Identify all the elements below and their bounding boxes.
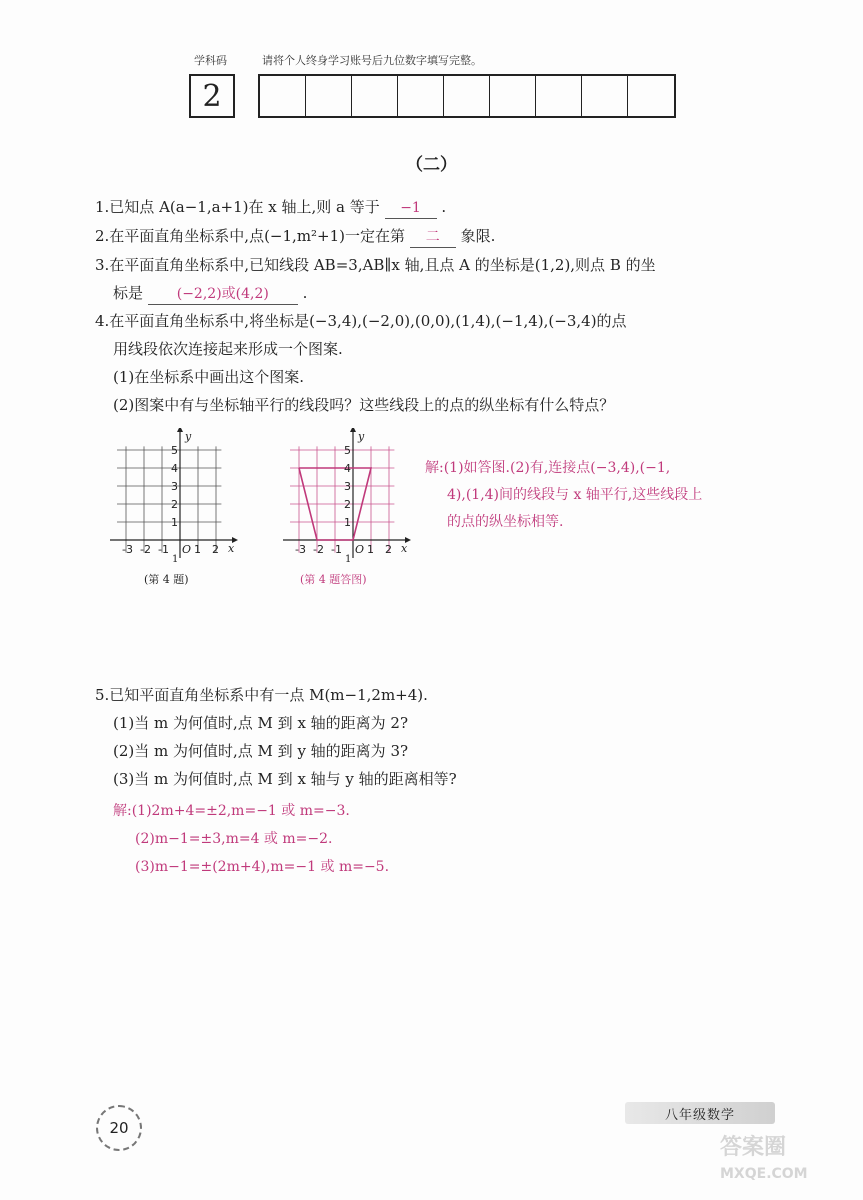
digit-cell[interactable] (628, 76, 674, 116)
digit-cell[interactable] (352, 76, 398, 116)
q1-end: . (441, 198, 447, 216)
y-axis-label: y (358, 430, 365, 443)
q5-solution-line: (2)m−1=±3,m=4 或 m=−2. (135, 831, 333, 847)
origin-label: O (182, 543, 192, 556)
q5-solution-line: 解:(1)2m+4=±2,m=−1 或 m=−3. (113, 803, 350, 819)
q1-text: 1.已知点 A(a−1,a+1)在 x 轴上,则 a 等于 (95, 198, 380, 216)
x-tick-label: 1 (367, 543, 374, 556)
book-tag: 八年级数学 (625, 1102, 775, 1124)
question-5-line1: 5.已知平面直角坐标系中有一点 M(m−1,2m+4). (95, 686, 428, 704)
y-axis-arrow (350, 428, 356, 432)
question-2 (95, 226, 495, 248)
question-5-part1: (1)当 m 为何值时,点 M 到 x 轴的距离为 2? (113, 714, 409, 732)
y-tick-label: 5 (171, 444, 178, 457)
y-neg-tick-label: 1 (172, 554, 179, 563)
subject-code-label: 学科码 (194, 54, 227, 67)
y-axis-label: y (185, 430, 192, 443)
origin-label: O (355, 543, 365, 556)
y-tick-label: 3 (171, 480, 178, 493)
watermark-top: 答案圈 (720, 1135, 787, 1160)
q2-text: 2.在平面直角坐标系中,点(−1,m²+1)一定在第 (95, 227, 406, 245)
question-3-line2 (113, 283, 307, 305)
question-3-line1: 3.在平面直角坐标系中,已知线段 AB=3,AB∥x 轴,且点 A 的坐标是(1,2),则点 B 的坐 (95, 256, 656, 274)
y-tick-label: 1 (344, 516, 351, 529)
question-5-solution (113, 797, 389, 881)
digit-cell[interactable] (398, 76, 444, 116)
q4-solution-line: 解:(1)如答图.(2)有,连接点(−3,4),(−1, (425, 460, 671, 476)
watermark-logo (720, 1135, 808, 1187)
digit-cell[interactable] (444, 76, 490, 116)
y-axis-arrow (177, 428, 183, 432)
q2-end: 象限. (460, 227, 496, 245)
x-tick-label: -1 (158, 543, 169, 556)
x-tick-label: -3 (295, 543, 306, 556)
q5-solution-line: (3)m−1=±(2m+4),m=−1 或 m=−5. (135, 859, 390, 875)
y-neg-tick-label: 1 (345, 554, 352, 563)
y-tick-label: 5 (344, 444, 351, 457)
figure-4-answer-grid (281, 428, 411, 563)
x-tick-label: -3 (122, 543, 133, 556)
y-tick-label: 2 (344, 498, 351, 511)
x-axis-label: x (401, 542, 408, 555)
y-tick-label: 3 (344, 480, 351, 493)
q3-answer: (−2,2)或(4,2) (148, 284, 298, 305)
question-4-line2: 用线段依次连接起来形成一个图案. (113, 340, 343, 358)
y-tick-label: 1 (171, 516, 178, 529)
section-title: （二） (406, 155, 457, 175)
question-5-part2: (2)当 m 为何值时,点 M 到 y 轴的距离为 3? (113, 742, 409, 760)
digit-cell[interactable] (306, 76, 352, 116)
page-number: 20 (96, 1105, 142, 1151)
account-digit-row (258, 74, 676, 118)
digit-cell[interactable] (260, 76, 306, 116)
q4-solution-line: 的点的纵坐标相等. (447, 514, 564, 530)
question-4-part1: (1)在坐标系中画出这个图案. (113, 368, 305, 386)
question-4-solution (425, 455, 702, 536)
x-tick-label: 2 (385, 543, 392, 556)
watermark-bottom: MXQE.COM (720, 1166, 808, 1182)
digit-cell[interactable] (582, 76, 628, 116)
x-axis-label: x (228, 542, 235, 555)
digit-cell[interactable] (536, 76, 582, 116)
q2-answer: 二 (410, 227, 456, 248)
y-tick-label: 4 (344, 462, 351, 475)
x-tick-label: 2 (212, 543, 219, 556)
figure-4-caption: (第 4 题) (144, 573, 189, 586)
y-tick-label: 2 (171, 498, 178, 511)
question-5-part3: (3)当 m 为何值时,点 M 到 x 轴与 y 轴的距离相等? (113, 770, 457, 788)
digit-cell[interactable] (490, 76, 536, 116)
q1-answer: −1 (385, 198, 437, 219)
q3-text: 标是 (113, 284, 144, 302)
q4-solution-line: 4),(1,4)间的线段与 x 轴平行,这些线段上 (447, 487, 703, 503)
figure-4-answer-caption: (第 4 题答图) (300, 573, 367, 586)
subject-code-box: 2 (189, 74, 235, 118)
x-tick-label: -2 (140, 543, 151, 556)
y-tick-label: 4 (171, 462, 178, 475)
x-tick-label: -2 (313, 543, 324, 556)
question-4-part2: (2)图案中有与坐标轴平行的线段吗？这些线段上的点的纵坐标有什么特点？ (113, 396, 615, 414)
instruction-text: 请将个人终身学习账号后九位数字填写完整。 (262, 54, 482, 67)
x-tick-label: 1 (194, 543, 201, 556)
q3-end: . (302, 284, 308, 302)
question-1 (95, 197, 446, 219)
question-4-line1: 4.在平面直角坐标系中,将坐标是(−3,4),(−2,0),(0,0),(1,4),(−1,4),(−3,4)的点 (95, 312, 627, 330)
figure-4-grid (108, 428, 238, 563)
x-tick-label: -1 (331, 543, 342, 556)
